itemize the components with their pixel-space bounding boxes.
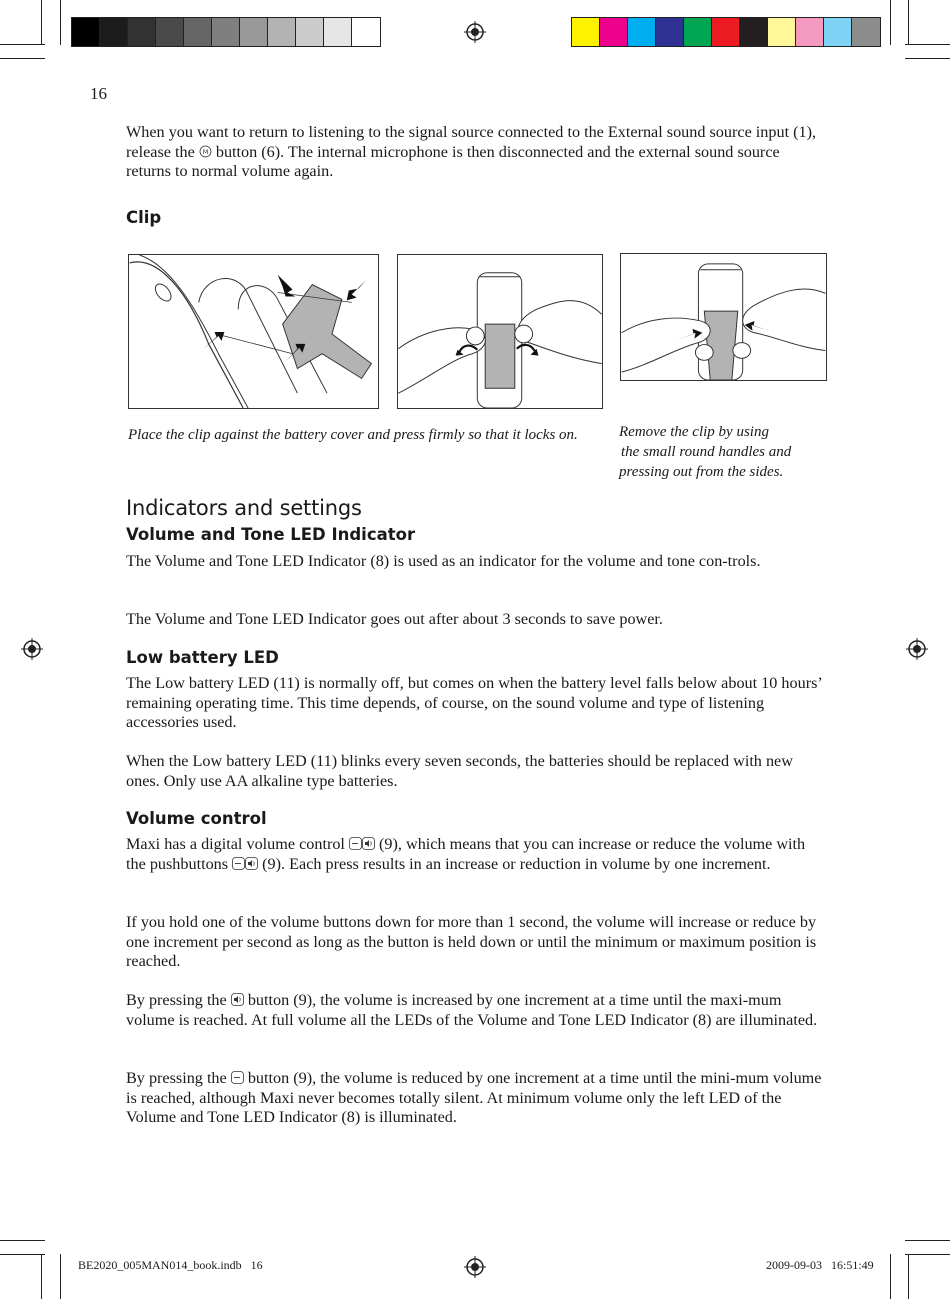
led-indicator-heading: Volume and Tone LED Indicator (126, 525, 416, 544)
color-swatch (100, 18, 128, 46)
intro-paragraph (126, 123, 826, 182)
color-swatch (684, 18, 712, 46)
volume-control-heading: Volume control (126, 809, 267, 828)
volume-up-icon (231, 993, 244, 1006)
intro-text-b: button (6). The internal microphone is then disconnected and the external sound source returns to normal volume again. (126, 142, 780, 180)
color-swatch (712, 18, 740, 46)
crop-mark (0, 1240, 45, 1241)
registration-mark-icon (464, 1256, 486, 1278)
color-swatch (184, 18, 212, 46)
crop-mark (41, 1254, 42, 1299)
volume-p1-b: (9), which means that you can increase or reduce the volume with the pushbuttons (126, 835, 806, 873)
crop-mark (60, 1254, 61, 1299)
color-swatch (128, 18, 156, 46)
clip-remove-caption-line-2: the small round handles and (621, 444, 792, 460)
crop-mark (905, 1240, 950, 1241)
indicators-heading: Indicators and settings (126, 496, 362, 520)
clip-attach-caption: Place the clip against the battery cover and press firmly so that it locks on. (128, 427, 578, 443)
volume-paragraph-4 (126, 1069, 826, 1128)
clip-heading: Clip (126, 208, 162, 227)
volume-p3-b: button (9), the volume is increased by one increment at a time until the maxi-mum volume is reached. At full volume all the LEDs of the Volume and Tone LED Indicator (8) are illuminated. (126, 991, 818, 1029)
clip-remove-caption-line-1: Remove the clip by using (619, 424, 769, 440)
led-indicator-paragraph-1: The Volume and Tone LED Indicator (8) is used as an indicator for the volume and tone con-trols. (126, 552, 761, 570)
volume-down-icon (231, 1071, 244, 1084)
color-swatch (156, 18, 184, 46)
color-swatch (656, 18, 684, 46)
color-swatch (240, 18, 268, 46)
color-swatch (572, 18, 600, 46)
page-number: 16 (90, 84, 107, 103)
color-swatch (72, 18, 100, 46)
volume-paragraph-3 (126, 991, 826, 1030)
color-swatch (740, 18, 768, 46)
color-bar (571, 17, 881, 47)
crop-mark (0, 1254, 45, 1255)
crop-mark (60, 0, 61, 45)
crop-mark (908, 1254, 909, 1299)
volume-paragraph-1 (126, 835, 826, 874)
volume-p3-a: By pressing the (126, 991, 231, 1009)
crop-mark (890, 0, 891, 45)
color-swatch (824, 18, 852, 46)
color-swatch (852, 18, 880, 46)
clip-remove-press-illustration (620, 253, 827, 381)
mic-button-icon (199, 145, 212, 158)
intro-text-a: When you want to return to listening to the signal source connected to the External sound source input (1), release the (126, 123, 817, 161)
crop-mark (908, 0, 909, 45)
volume-down-icon (232, 857, 245, 870)
low-battery-heading: Low battery LED (126, 648, 279, 667)
volume-up-icon (245, 857, 258, 870)
volume-down-icon (349, 837, 362, 850)
volume-p4-a: By pressing the (126, 1069, 231, 1087)
volume-p1-a: Maxi has a digital volume control (126, 835, 349, 853)
grayscale-bar (71, 17, 381, 47)
registration-mark-icon (464, 21, 486, 43)
color-swatch (628, 18, 656, 46)
clip-remove-hands-illustration (397, 254, 603, 409)
crop-mark (905, 44, 950, 45)
volume-p4-b: button (9), the volume is reduced by one increment at a time until the mini-mum volume is reached, although Maxi never becomes totally silent. At minimum volume only the left LED of the Volume and Tone LED Indicator (8) is illuminated. (126, 1069, 822, 1126)
footer-timestamp: 2009-09-03 16:51:49 (766, 1258, 874, 1272)
low-battery-paragraph-1: The Low battery LED (11) is normally off, but comes on when the battery level falls below about 10 hours’ remaining operating time. This time depends, of course, on the sound volume and type of listening accessories used. (126, 674, 822, 731)
registration-mark-icon (906, 638, 928, 660)
color-swatch (796, 18, 824, 46)
color-swatch (600, 18, 628, 46)
color-swatch (352, 18, 380, 46)
crop-mark (0, 58, 45, 59)
volume-p1-c: (9). Each press results in an increase or reduction in volume by one increment. (258, 854, 771, 873)
color-swatch (768, 18, 796, 46)
color-swatch (296, 18, 324, 46)
clip-remove-caption-line-3: pressing out from the sides. (619, 464, 784, 480)
svg-text:M: M (202, 147, 209, 156)
registration-mark-icon (21, 638, 43, 660)
crop-mark (890, 1254, 891, 1299)
volume-up-icon (362, 837, 375, 850)
crop-mark (41, 0, 42, 45)
color-swatch (268, 18, 296, 46)
led-indicator-paragraph-2: The Volume and Tone LED Indicator goes out after about 3 seconds to save power. (126, 610, 663, 628)
color-swatch (324, 18, 352, 46)
footer-file-name: BE2020_005MAN014_book.indb 16 (78, 1258, 263, 1272)
crop-mark (905, 1254, 950, 1255)
crop-mark (905, 58, 950, 59)
crop-mark (0, 44, 45, 45)
volume-paragraph-2: If you hold one of the volume buttons down for more than 1 second, the volume will increase or reduce by one increment per second as long as the button is held down or until the minimum or maximum position is reached. (126, 913, 817, 970)
clip-shape (283, 285, 372, 379)
color-swatch (212, 18, 240, 46)
low-battery-paragraph-2: When the Low battery LED (11) blinks every seven seconds, the batteries should be replaced with new ones. Only use AA alkaline type batteries. (126, 752, 793, 790)
clip-attach-illustration (128, 254, 379, 409)
